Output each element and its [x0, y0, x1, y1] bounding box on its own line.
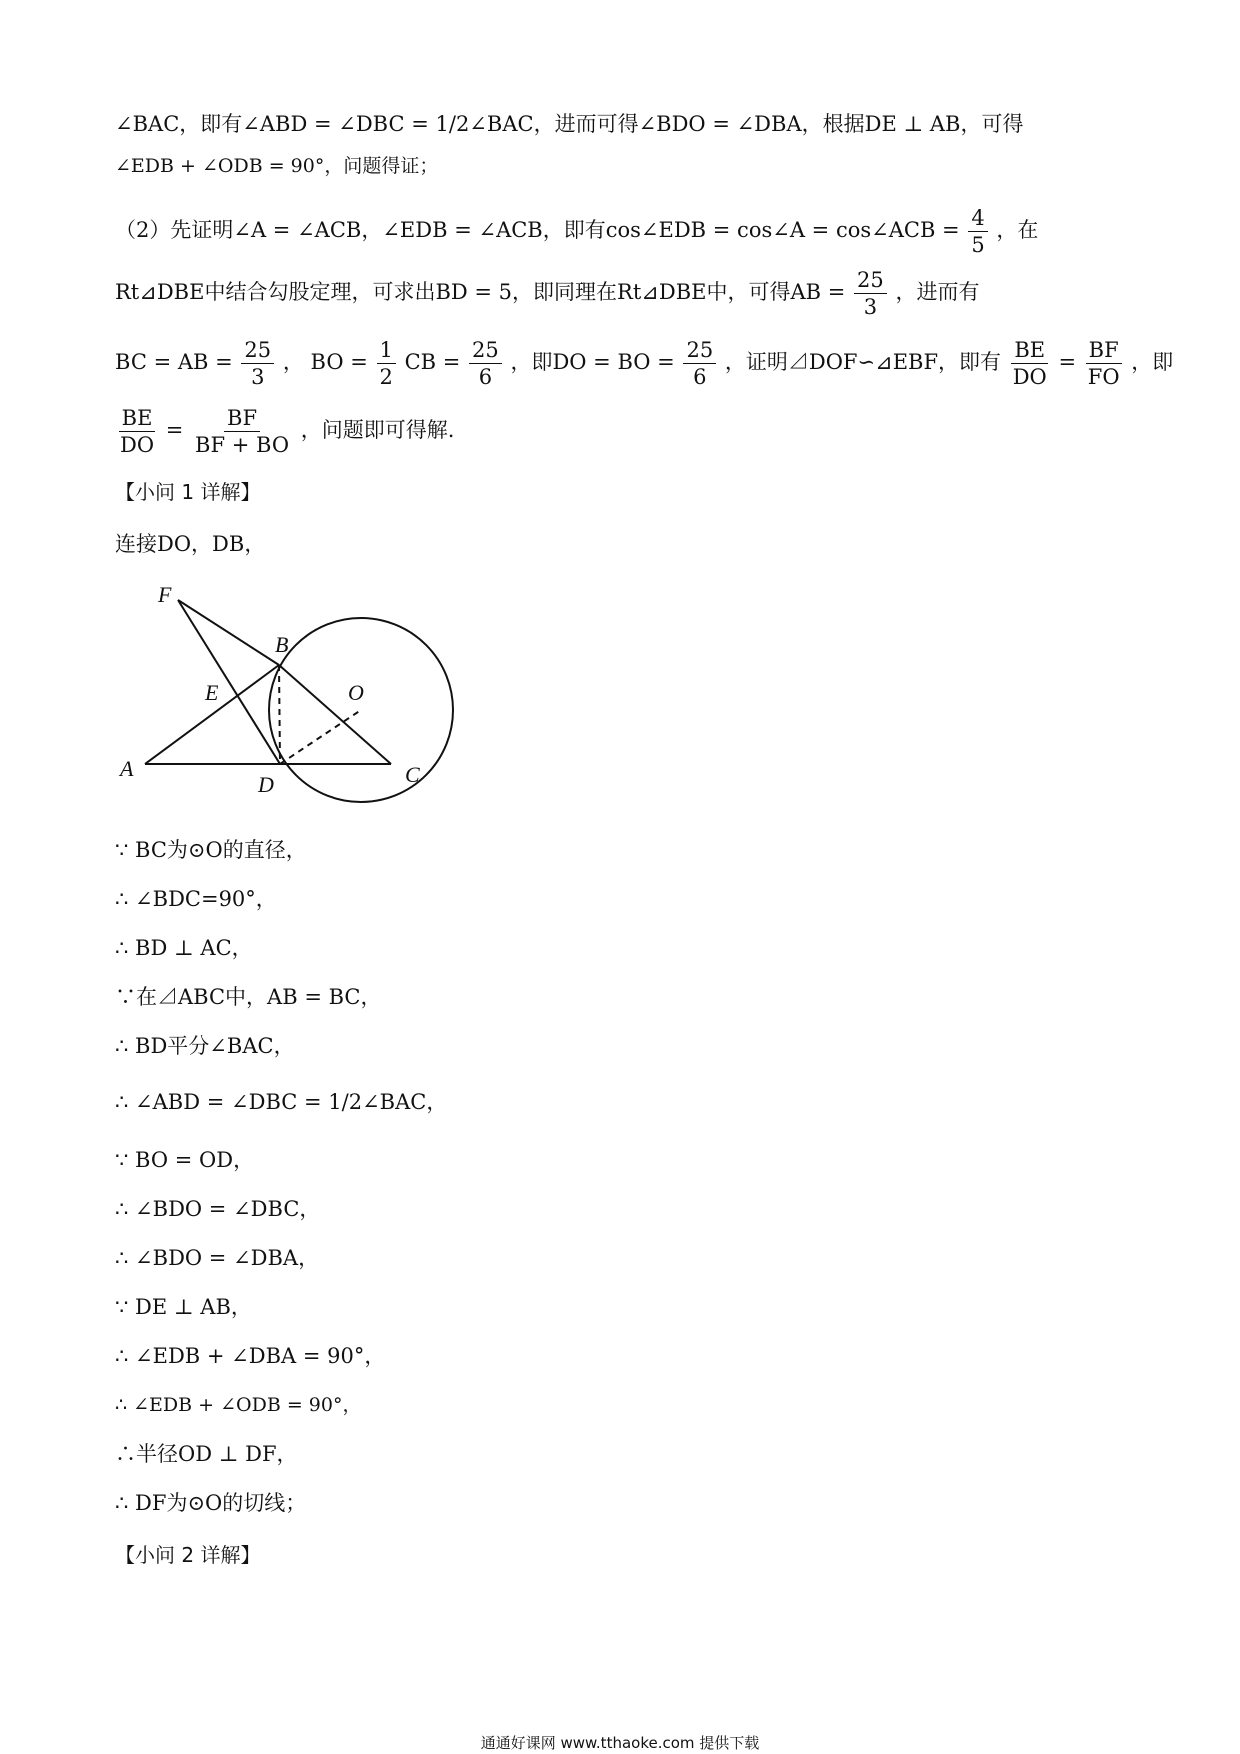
fraction-numerator: 25: [854, 267, 887, 294]
fraction-denominator: BF + BO: [195, 433, 290, 457]
proof-step: ∴ BD平分∠BAC，: [115, 1034, 295, 1058]
fraction-denominator: 6: [693, 365, 707, 389]
summary-text: BC = AB =: [115, 350, 233, 374]
fraction-numerator: 1: [377, 337, 396, 364]
fraction-numerator: BF: [1086, 337, 1122, 364]
fraction-denominator: 5: [971, 233, 985, 257]
fraction-numerator: 25: [683, 337, 716, 364]
fraction-bf-fo: [1085, 337, 1123, 390]
fraction-denominator: 6: [478, 365, 493, 389]
proof-step: ∵ BO = OD，: [115, 1148, 255, 1172]
proof-step: ∵ BC为⊙O的直径，: [115, 838, 307, 862]
fraction-denominator: 3: [863, 295, 878, 319]
fraction-25-3: [241, 337, 274, 390]
segment-fb: [178, 600, 279, 665]
label-b: B: [275, 632, 289, 657]
summary-text: ， BO =: [282, 350, 368, 374]
fraction-be-do: [1010, 337, 1050, 390]
fraction-denominator: DO: [1012, 365, 1047, 389]
fraction-25-6: [469, 337, 502, 390]
summary-line-3: [115, 200, 1140, 260]
fraction-be-do: [117, 405, 157, 458]
proof-step: ∴ ∠BDO = ∠DBA，: [115, 1246, 320, 1270]
proof-step: ∵在⊿ABC中，AB = BC，: [115, 985, 382, 1009]
proof-step: ∴ ∠BDC=90°，: [115, 887, 277, 911]
label-a: A: [120, 756, 134, 781]
label-f: F: [158, 582, 172, 607]
fraction-denominator: 2: [379, 365, 393, 389]
summary-text: ，在: [996, 218, 1039, 242]
fraction-25-6: [683, 337, 716, 390]
summary-text: ，证明⊿DOF∽⊿EBF，即有: [724, 350, 1002, 374]
summary-line-2: [115, 152, 1140, 180]
summary-line-5: [115, 332, 1174, 392]
fraction-denominator: 3: [251, 365, 265, 389]
summary-text: CB =: [404, 350, 461, 374]
summary-text: Rt⊿DBE中结合勾股定理，可求出BD = 5，即同理在Rt⊿DBE中，可得AB =: [115, 280, 846, 304]
footer-credit: 通通好课网 www.tthaoke.com 提供下载: [480, 1734, 760, 1752]
proof-step: ∴ ∠ABD = ∠DBC = 1/2∠BAC，: [115, 1090, 448, 1114]
proof-step: ∵ DE ⊥ AB，: [115, 1295, 252, 1319]
proof-step: ∴ DF为⊙O的切线；: [115, 1491, 307, 1515]
section-title: 【小问 1 详解】: [115, 480, 261, 504]
segment-fd: [178, 600, 280, 764]
fraction-25-3: [854, 267, 887, 320]
summary-text: ，即DO = BO =: [510, 350, 675, 374]
fraction-4-5: [968, 205, 987, 258]
section-title: 【小问 2 详解】: [115, 1543, 261, 1567]
geometry-figure: [115, 580, 475, 820]
label-c: C: [405, 762, 420, 787]
fraction-numerator: BE: [1011, 337, 1048, 364]
summary-text: =: [1058, 350, 1077, 374]
summary-text: =: [165, 418, 184, 442]
proof-step: ∴ ∠EDB + ∠DBA = 90°，: [115, 1344, 386, 1368]
proof-step: ∴ BD ⊥ AC，: [115, 936, 253, 960]
proof-step: ∴半径OD ⊥ DF，: [115, 1442, 298, 1466]
circle-o: [269, 618, 453, 802]
label-o: O: [348, 680, 364, 705]
summary-text: ，进而有: [895, 280, 980, 304]
summary-line-4: [115, 262, 1140, 322]
connect-line: 连接DO，DB，: [115, 532, 266, 556]
fraction-numerator: BE: [119, 405, 156, 432]
fraction-numerator: BF: [224, 405, 260, 432]
segment-bc: [279, 665, 391, 764]
fraction-denominator: FO: [1087, 365, 1120, 389]
summary-line-1: [115, 110, 1140, 138]
label-d: D: [258, 772, 274, 797]
fraction-numerator: 25: [469, 337, 502, 364]
summary-text: ∠BAC，即有∠ABD = ∠DBC = 1/2∠BAC，进而可得∠BDO = ∠DBA，根据DE ⊥ AB，可得: [115, 112, 1024, 136]
segment-bd-dashed: [279, 665, 280, 764]
proof-step: ∴ ∠BDO = ∠DBC，: [115, 1197, 321, 1221]
fraction-denominator: DO: [120, 433, 155, 457]
label-e: E: [205, 680, 219, 705]
fraction-bf-sum: [192, 405, 292, 458]
summary-text: ∠EDB + ∠ODB = 90°，问题得证；: [115, 155, 439, 177]
summary-text: （2）先证明∠A = ∠ACB，∠EDB = ∠ACB，即有cos∠EDB = cos∠A = cos∠ACB =: [115, 218, 960, 242]
summary-text: ，即: [1131, 350, 1174, 374]
segment-do-dashed: [280, 710, 361, 764]
fraction-numerator: 25: [241, 337, 274, 364]
fraction-numerator: 4: [968, 205, 987, 232]
summary-text: ，问题即可得解.: [300, 418, 455, 442]
summary-line-6: [115, 400, 1140, 460]
fraction-1-2: [377, 337, 396, 390]
proof-step: ∴ ∠EDB + ∠ODB = 90°，: [115, 1394, 362, 1416]
